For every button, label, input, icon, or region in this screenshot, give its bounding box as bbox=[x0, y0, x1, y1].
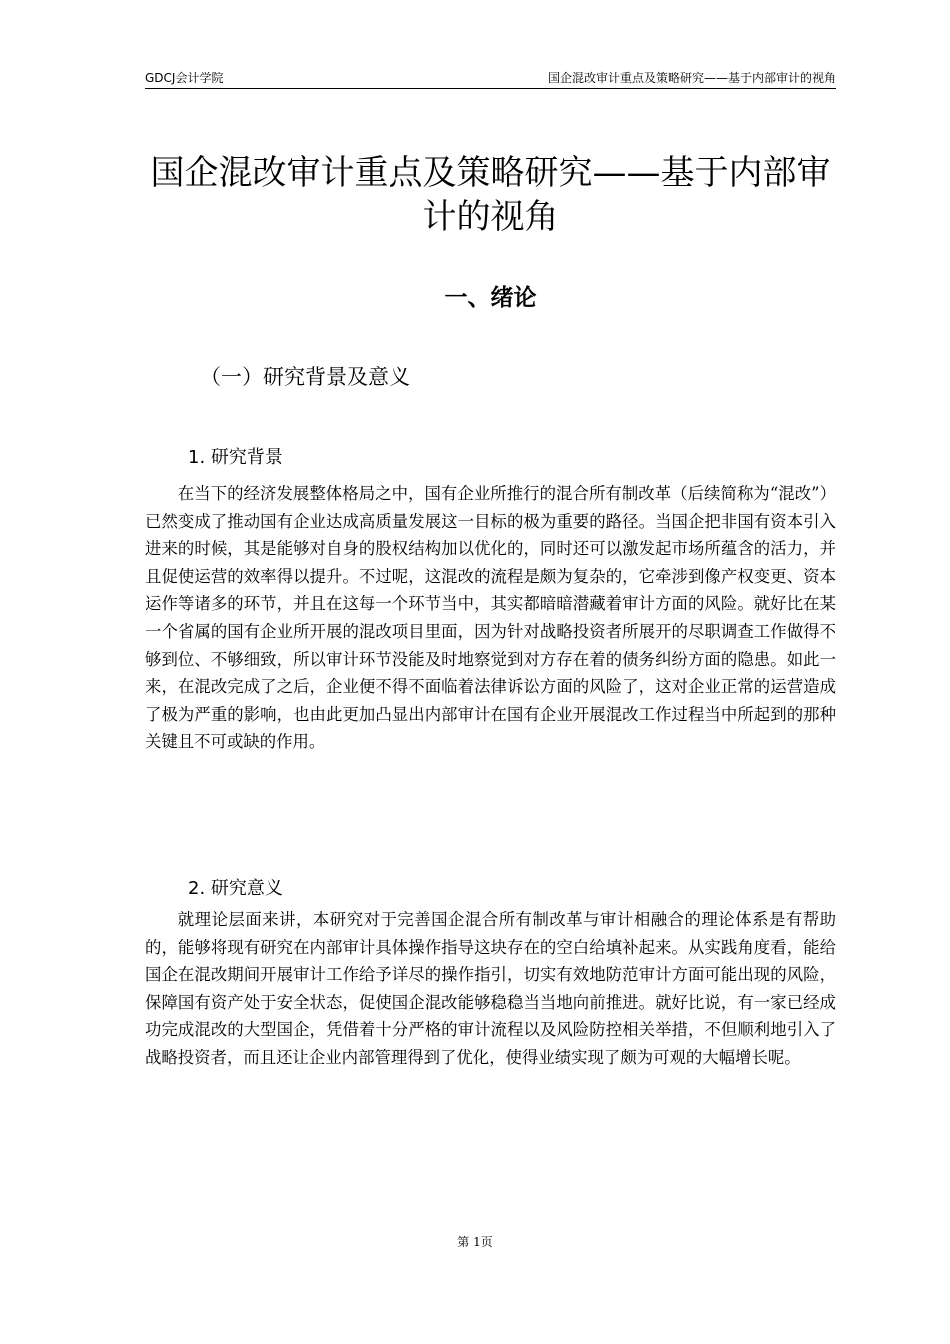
chapter-heading: 一、绪论 bbox=[444, 285, 537, 311]
section-heading: （一）研究背景及意义 bbox=[200, 365, 410, 389]
page-header bbox=[145, 66, 836, 89]
subsection-heading-background: 1. 研究背景 bbox=[188, 447, 283, 468]
header-running-title: 国企混改审计重点及策略研究——基于内部审计的视角 bbox=[547, 71, 836, 85]
paragraph-background: 在当下的经济发展整体格局之中，国有企业所推行的混合所有制改革（后续简称为“混改”）已然变成了推动国有企业达成高质量发展这一目标的极为重要的路径。当国企把非国有资本引入进来的时候，其是能够对自身的股权结构加以优化的，同时还可以激发起市场所蕴含的活力，并且促使运营的效率得以提升。不过呢，这混改的流程是颇为复杂的，它牵涉到像产权变更、资本运作等诸多的环节，并且在这每一个环节当中，其实都暗暗潜藏着审计方面的风险。就好比在某一个省属的国有企业所开展的混改项目里面，因为针对战略投资者所展开的尽职调查工作做得不够到位、不够细致，所以审计环节没能及时地察觉到对方存在着的债务纠纷方面的隐患。如此一来，在混改完成了之后，企业便不得不面临着法律诉讼方面的风险了，这对企业正常的运营造成了极为严重的影响，也由此更加凸显出内部审计在国有企业开展混改工作过程当中所起到的那种关键且不可或缺的作用。 bbox=[145, 484, 836, 752]
page-number: 第 1页 bbox=[457, 1235, 493, 1249]
header-school-name: GDCJ会计学院 bbox=[145, 71, 224, 85]
document-title: 国企混改审计重点及策略研究——基于内部审计的视角 bbox=[150, 153, 831, 237]
paragraph-significance: 就理论层面来讲，本研究对于完善国企混合所有制改革与审计相融合的理论体系是有帮助的，能够将现有研究在内部审计具体操作指导这块存在的空白给填补起来。从实践角度看，能给国企在混改期间开展审计工作给予详尽的操作指引，切实有效地防范审计方面可能出现的风险，保障国有资产处于安全状态，促使国企混改能够稳稳当当地向前推进。就好比说，有一家已经成功完成混改的大型国企，凭借着十分严格的审计流程以及风险防控相关举措，不但顺利地引入了战略投资者，而且还让企业内部管理得到了优化，使得业绩实现了颇为可观的大幅增长呢。 bbox=[145, 910, 836, 1067]
subsection-heading-significance: 2. 研究意义 bbox=[188, 878, 283, 899]
